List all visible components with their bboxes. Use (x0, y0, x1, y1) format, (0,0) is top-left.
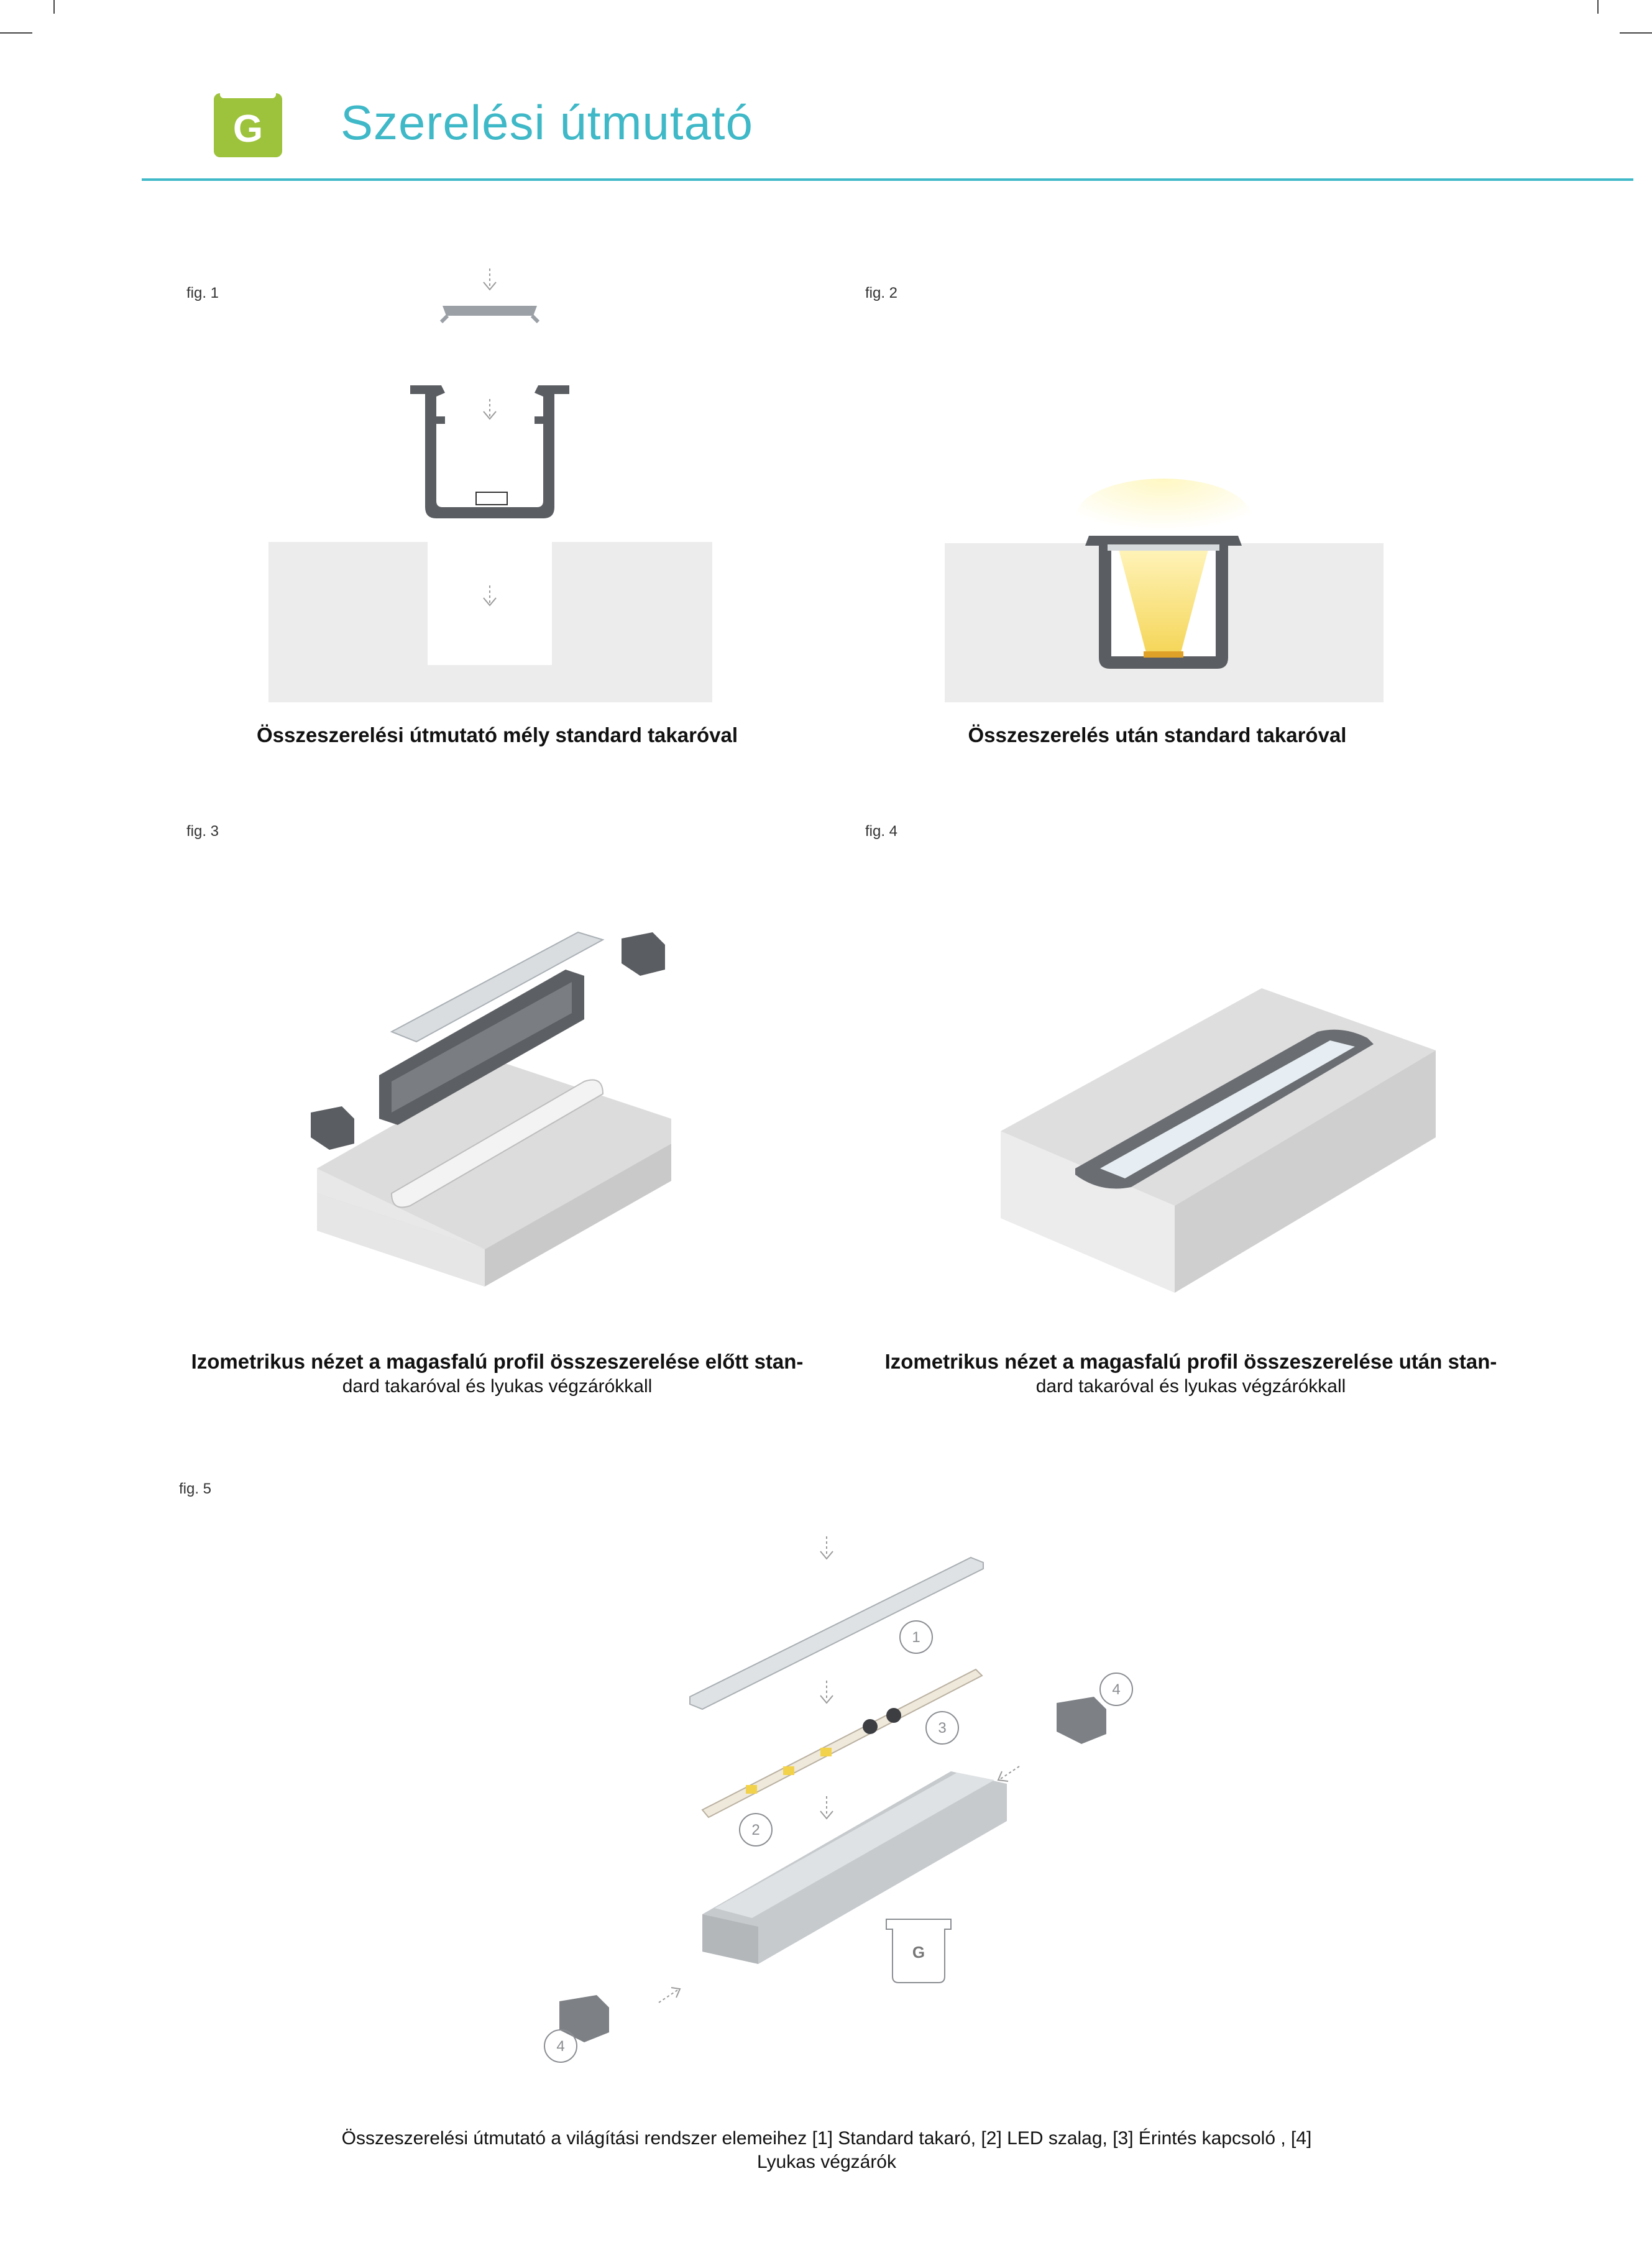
fig-4-caption (880, 1350, 1502, 1397)
brand-badge (214, 93, 282, 157)
fig-3-caption-line1: Izometrikus nézet a magasfalú profil összeszerelése előtt stan- (191, 1350, 804, 1373)
fig-3-label: fig. 3 (186, 823, 219, 840)
fig-2-illustration (945, 472, 1392, 709)
fig-2-label: fig. 2 (865, 285, 898, 301)
fig-4-caption-line2: dard takaróval és lyukas végzárókkall (1035, 1376, 1346, 1397)
fig-3-caption-line2: dard takaróval és lyukas végzárókkall (342, 1376, 653, 1397)
profile-section-letter: G (912, 1943, 925, 1962)
callout-4a: 4 (1112, 1681, 1121, 1698)
fig-2-caption: Összeszerelés után standard takaróval (968, 723, 1347, 746)
title-divider (142, 178, 1633, 181)
crop-mark (0, 32, 32, 34)
fig-4-label: fig. 4 (865, 823, 898, 840)
callout-1: 1 (912, 1629, 920, 1646)
callout-2: 2 (751, 1822, 760, 1838)
fig-5-label: fig. 5 (179, 1480, 212, 1497)
fig-5-illustration (522, 1529, 1156, 2088)
crop-mark (53, 0, 55, 14)
callout-3: 3 (938, 1720, 947, 1737)
fig-4-illustration (994, 982, 1442, 1305)
crop-mark (1620, 32, 1652, 34)
badge-letter: G (232, 108, 264, 150)
fig-4-caption-line1: Izometrikus nézet a magasfalú profil összeszerelése után stan- (884, 1350, 1497, 1373)
fig-5-caption (323, 2128, 1330, 2173)
fig-1-illustration (261, 261, 733, 709)
page-title: Szerelési útmutató (341, 95, 753, 150)
fig-3-illustration (298, 895, 709, 1318)
fig-5-caption-line2: Lyukas végzárók (756, 2152, 896, 2172)
crop-mark (1597, 0, 1599, 14)
fig-5-caption-line1: Összeszerelési útmutató a világítási rendszer elemeihez [1] Standard takaró, [2] LED szalag, [3] Érintés kapcsoló , [4] (341, 2128, 1312, 2149)
fig-1-caption: Összeszerelési útmutató mély standard takaróval (257, 723, 738, 746)
fig-1-label: fig. 1 (186, 285, 219, 301)
fig-3-caption (186, 1350, 808, 1397)
callout-4b: 4 (556, 2038, 565, 2055)
